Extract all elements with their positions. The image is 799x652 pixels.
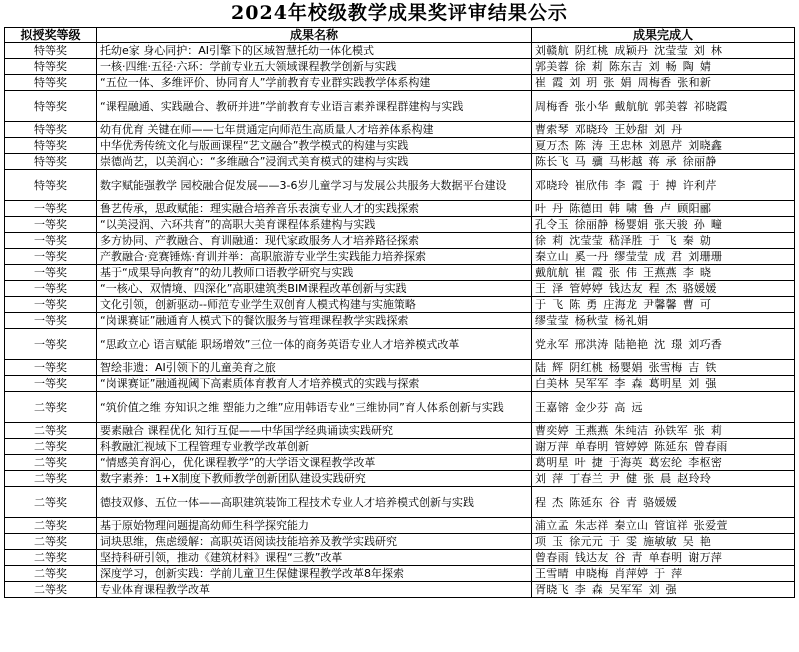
table-row	[5, 487, 795, 518]
table-row	[5, 154, 795, 170]
award-level-cell: 一等奖	[5, 329, 97, 360]
award-level-cell: 二等奖	[5, 566, 97, 582]
result-name-cell: 基于原始物理问题提高幼师生科学探究能力	[97, 518, 532, 534]
completers-cell: 于 飞 陈 勇 庄海龙 尹馨馨 曹 可	[532, 297, 795, 313]
result-name-cell: 德技双修、五位一体——高职建筑装饰工程技术专业人才培养模式创新与实践	[97, 487, 532, 518]
result-name-cell: 深度学习，创新实践：学前儿童卫生保健课程教学改革8年探索	[97, 566, 532, 582]
result-name-cell: 词块思维，焦虑缓解：高职英语阅读技能培养及教学实践研究	[97, 534, 532, 550]
table-row	[5, 471, 795, 487]
completers-cell: 叶 丹 陈德田 韩 啸 鲁 卢 顾阳郦	[532, 201, 795, 217]
result-name-cell: 科教融汇视域下工程管理专业教学改革创新	[97, 439, 532, 455]
result-name-cell: 崇德尚艺，以美润心：“多维融合”浸润式美育模式的建构与实践	[97, 154, 532, 170]
award-level-cell: 二等奖	[5, 550, 97, 566]
award-level-cell: 二等奖	[5, 534, 97, 550]
table-row	[5, 534, 795, 550]
award-level-cell: 二等奖	[5, 582, 97, 598]
completers-cell: 刘 萍 丁春兰 尹 健 张 晨 赵玲玲	[532, 471, 795, 487]
table-header-row	[5, 28, 795, 43]
table-row	[5, 329, 795, 360]
completers-cell: 秦立山 奚一丹 缪莹莹 成 君 刘珊珊	[532, 249, 795, 265]
result-name-cell: 鲁艺传承，思政赋能：理实融合培养音乐表演专业人才的实践探索	[97, 201, 532, 217]
result-name-cell: 幼有优育 关键在师——七年贯通定向师范生高质量人才培养体系构建	[97, 122, 532, 138]
completers-cell: 戴航航 崔 霞 张 伟 王燕燕 李 晓	[532, 265, 795, 281]
completers-cell: 王雪晴 申晓梅 肖萍婷 于 萍	[532, 566, 795, 582]
result-name-cell: 要素融合 课程优化 知行互促——中华国学经典诵读实践研究	[97, 423, 532, 439]
table-row	[5, 170, 795, 201]
table-row	[5, 566, 795, 582]
completers-cell: 曹索琴 邓晓玲 王妙甜 刘 丹	[532, 122, 795, 138]
award-level-cell: 一等奖	[5, 233, 97, 249]
table-row	[5, 233, 795, 249]
award-level-cell: 二等奖	[5, 518, 97, 534]
award-level-cell: 二等奖	[5, 392, 97, 423]
table-row	[5, 91, 795, 122]
completers-cell: 王 泽 管婷婷 钱达友 程 杰 骆媛媛	[532, 281, 795, 297]
result-name-cell: “五位一体、多维评价、协同育人”学前教育专业群实践教学体系构建	[97, 75, 532, 91]
result-name-cell: 基于“成果导向教育”的幼儿教师口语教学研究与实践	[97, 265, 532, 281]
result-name-cell: “情感美育润心，优化课程教学”的大学语文课程教学改革	[97, 455, 532, 471]
completers-cell: 葛明星 叶 捷 于海英 葛宏纶 李枢密	[532, 455, 795, 471]
result-name-cell: “一核心、双情境、四深化”高职建筑类BIM课程改革创新与实践	[97, 281, 532, 297]
result-name-cell: 数字素养：1+X制度下教师教学创新团队建设实践研究	[97, 471, 532, 487]
header-level: 拟授奖等级	[5, 28, 97, 43]
award-level-cell: 特等奖	[5, 43, 97, 59]
completers-cell: 孔令玉 徐丽静 杨婴娟 张天骏 孙 疃	[532, 217, 795, 233]
table-row	[5, 518, 795, 534]
completers-cell: 邓晓玲 崔欣伟 李 霞 于 搏 许利芹	[532, 170, 795, 201]
result-name-cell: “筑价值之维 夯知识之维 塑能力之维”应用韩语专业“三维协同”育人体系创新与实践	[97, 392, 532, 423]
completers-cell: 陆 辉 阴红桃 杨婴娟 张雪梅 吉 铁	[532, 360, 795, 376]
completers-cell: 刘赣航 阴红桃 成颖丹 沈莹莹 刘 林	[532, 43, 795, 59]
result-name-cell: 坚持科研引领，推动《建筑材料》课程“三教”改革	[97, 550, 532, 566]
result-name-cell: 文化引领，创新驱动--师范专业学生双创育人模式构建与实施策略	[97, 297, 532, 313]
award-level-cell: 一等奖	[5, 265, 97, 281]
award-level-cell: 特等奖	[5, 75, 97, 91]
table-row	[5, 376, 795, 392]
completers-cell: 郭美蓉 徐 莉 陈东吉 刘 畅 陶 婧	[532, 59, 795, 75]
table-row	[5, 59, 795, 75]
result-name-cell: 专业体育课程教学改革	[97, 582, 532, 598]
table-row	[5, 297, 795, 313]
table-row	[5, 360, 795, 376]
header-people: 成果完成人	[532, 28, 795, 43]
table-row	[5, 75, 795, 91]
completers-cell: 曾春雨 钱达友 谷 青 单春明 谢万萍	[532, 550, 795, 566]
page-title: 2024年校级教学成果奖评审结果公示	[231, 2, 568, 24]
completers-cell: 徐 莉 沈莹莹 嵇泽胜 于 飞 秦 勍	[532, 233, 795, 249]
table-body	[5, 43, 795, 598]
table-row	[5, 455, 795, 471]
award-level-cell: 一等奖	[5, 281, 97, 297]
award-level-cell: 特等奖	[5, 138, 97, 154]
result-name-cell: 中华优秀传统文化与版画课程“艺文融合”教学模式的构建与实践	[97, 138, 532, 154]
award-level-cell: 一等奖	[5, 249, 97, 265]
completers-cell: 崔 霞 刘 玥 张 娟 周梅香 张和新	[532, 75, 795, 91]
completers-cell: 夏万杰 陈 涛 王忠林 刘恩芹 刘晓鑫	[532, 138, 795, 154]
completers-cell: 党永军 邢洪涛 陆艳艳 沈 璟 刘巧香	[532, 329, 795, 360]
completers-cell: 程 杰 陈延东 谷 青 骆媛媛	[532, 487, 795, 518]
result-name-cell: 托幼e家 身心同护：AI引擎下的区域智慧托幼一体化模式	[97, 43, 532, 59]
result-name-cell: 多方协同、产教融合、育训融通：现代家政服务人才培养路径探索	[97, 233, 532, 249]
result-name-cell: “以美浸润、六环共育”的高职大美育课程体系建构与实践	[97, 217, 532, 233]
result-name-cell: “课程融通、实践融合、教研并进”学前教育专业语言素养课程群建构与实践	[97, 91, 532, 122]
result-name-cell: 一核·四维·五径·六环：学前专业五大领域课程教学创新与实践	[97, 59, 532, 75]
completers-cell: 缪莹莹 杨秋莹 杨礼娟	[532, 313, 795, 329]
award-level-cell: 特等奖	[5, 122, 97, 138]
award-level-cell: 特等奖	[5, 154, 97, 170]
table-row	[5, 122, 795, 138]
award-level-cell: 一等奖	[5, 297, 97, 313]
table-row	[5, 392, 795, 423]
table-row	[5, 249, 795, 265]
completers-cell: 王嘉镕 金少芬 高 远	[532, 392, 795, 423]
award-level-cell: 一等奖	[5, 360, 97, 376]
result-name-cell: 产教融合·竞赛锤炼·育训并举：高职旅游专业学生实践能力培养探索	[97, 249, 532, 265]
table-row	[5, 439, 795, 455]
completers-cell: 胥晓飞 李 森 吴军军 刘 强	[532, 582, 795, 598]
table-row	[5, 201, 795, 217]
completers-cell: 谢万萍 单春明 管婷婷 陈延东 曾春雨	[532, 439, 795, 455]
header-name: 成果名称	[97, 28, 532, 43]
award-level-cell: 二等奖	[5, 471, 97, 487]
result-name-cell: 数字赋能强教学 园校融合促发展——3-6岁儿童学习与发展公共服务大数据平台建设	[97, 170, 532, 201]
result-name-cell: “岗课赛证”融通视阈下高素质体育教育人才培养模式的实践与探索	[97, 376, 532, 392]
award-level-cell: 一等奖	[5, 217, 97, 233]
completers-cell: 曹奕婷 王燕燕 朱纯洁 孙铁军 张 莉	[532, 423, 795, 439]
award-level-cell: 一等奖	[5, 313, 97, 329]
award-level-cell: 二等奖	[5, 487, 97, 518]
completers-cell: 陈长飞 马 骥 马彬越 蒋 承 徐丽静	[532, 154, 795, 170]
award-level-cell: 一等奖	[5, 201, 97, 217]
award-level-cell: 特等奖	[5, 91, 97, 122]
table-row	[5, 265, 795, 281]
table-row	[5, 423, 795, 439]
award-level-cell: 一等奖	[5, 376, 97, 392]
award-level-cell: 特等奖	[5, 170, 97, 201]
award-level-cell: 二等奖	[5, 423, 97, 439]
table-row	[5, 43, 795, 59]
award-level-cell: 二等奖	[5, 439, 97, 455]
result-name-cell: 智绘非遗：AI引领下的儿童美育之旅	[97, 360, 532, 376]
completers-cell: 浦立孟 朱志祥 秦立山 管谊祥 张爱萱	[532, 518, 795, 534]
award-level-cell: 二等奖	[5, 455, 97, 471]
table-row	[5, 281, 795, 297]
table-row	[5, 550, 795, 566]
table-row	[5, 582, 795, 598]
table-row	[5, 138, 795, 154]
results-table	[4, 27, 795, 598]
result-name-cell: “思政立心 语言赋能 职场增效”三位一体的商务英语专业人才培养模式改革	[97, 329, 532, 360]
completers-cell: 白美林 吴军军 李 森 葛明星 刘 强	[532, 376, 795, 392]
completers-cell: 周梅香 张小华 戴航航 郭美蓉 祁晓霞	[532, 91, 795, 122]
award-level-cell: 特等奖	[5, 59, 97, 75]
result-name-cell: “岗课赛证”融通育人模式下的餐饮服务与管理课程教学实践探索	[97, 313, 532, 329]
table-row	[5, 217, 795, 233]
table-row	[5, 313, 795, 329]
completers-cell: 项 玉 徐元元 于 雯 施敏敏 吴 艳	[532, 534, 795, 550]
